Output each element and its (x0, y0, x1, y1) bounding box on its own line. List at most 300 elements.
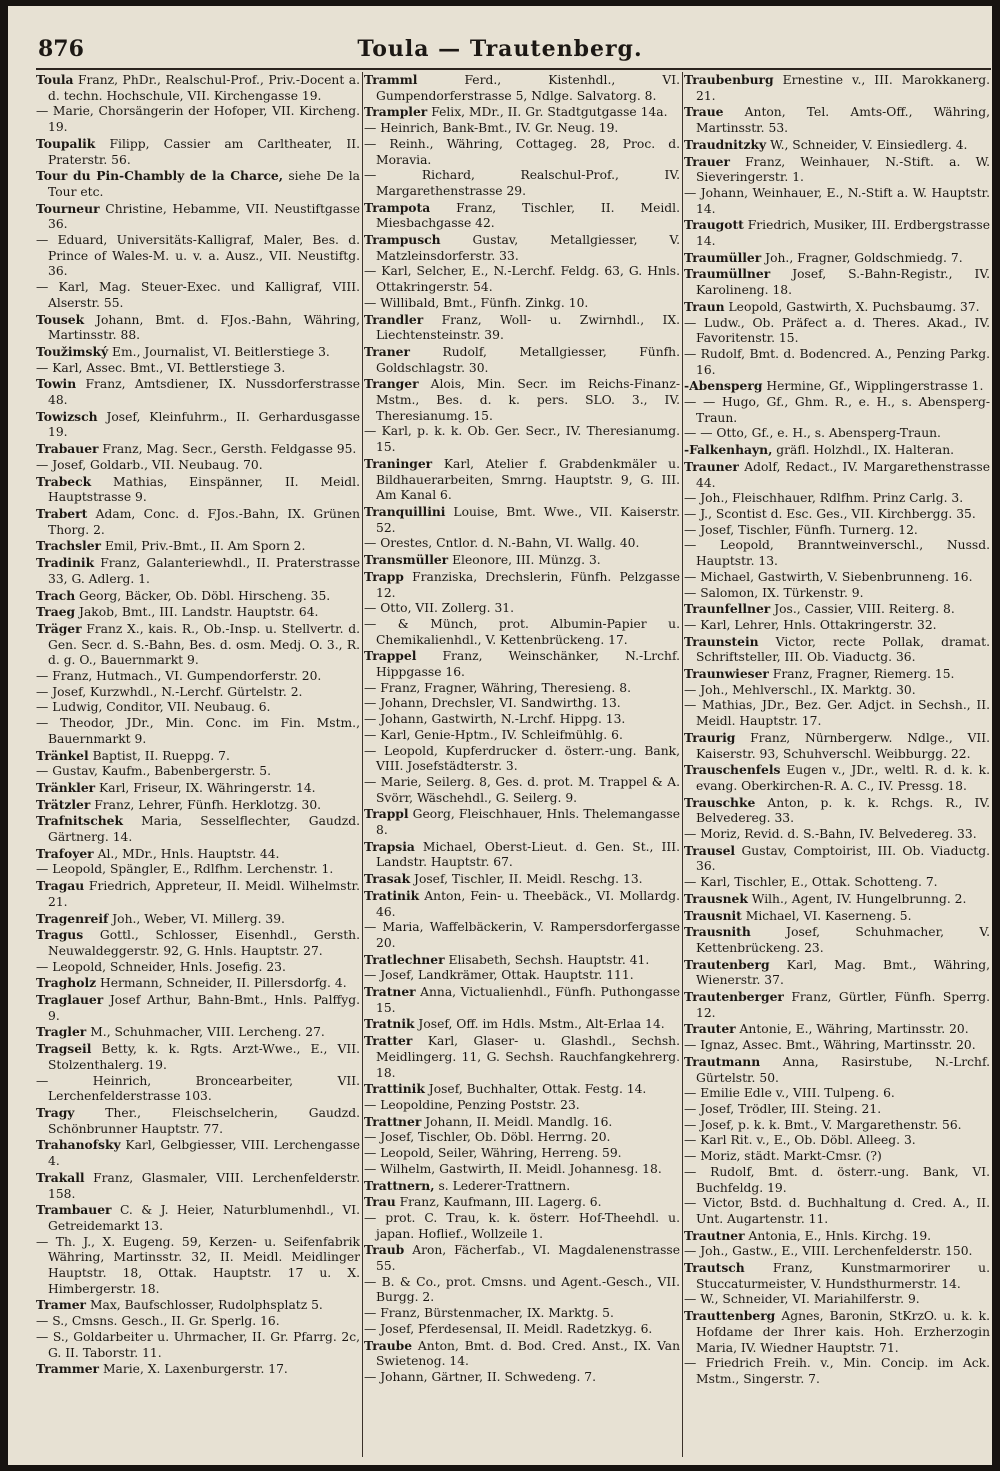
entry-details: Antonie, E., Währing, Martinsstr. 20. (735, 1022, 969, 1037)
directory-entry (364, 1016, 680, 1033)
entry-details: siehe De la Tour etc. (48, 169, 360, 199)
directory-entry (364, 1178, 680, 1195)
directory-entry (364, 1211, 680, 1242)
directory-entry (684, 459, 990, 491)
directory-entry (684, 730, 990, 762)
directory-entry (684, 795, 990, 827)
column-1 (36, 72, 360, 1457)
entry-surname: Toula (36, 72, 74, 87)
entry-details: — — Hugo, Gf., Ghm. R., e. H., s. Abensperg-Traun. (684, 395, 990, 425)
directory-entry (36, 780, 360, 797)
entry-surname: Tramml (364, 72, 418, 87)
directory-entry (364, 1306, 680, 1322)
entry-details: — Johann, Weinhauer, E., N.-Stift a. W. Hauptstr. 14. (684, 185, 990, 216)
entry-surname: Trabauer (36, 441, 99, 457)
entry-details: — Eduard, Universitäts-Kalligraf, Maler, Bes. d. Prince of Wales-M. u. v. a. Ausz., VII. Neustiftg. 36. (36, 233, 360, 279)
entry-details: — Orestes, Cntlor. d. N.-Bahn, VI. Wallg. 40. (364, 536, 640, 551)
entry-details: Franz, Gürtler, Fünfh. Sperrg. 12. (696, 990, 990, 1020)
entry-details: — Heinrich, Bank-Bmt., IV. Gr. Neug. 19. (364, 121, 619, 136)
entry-details: Josef, Tischler, II. Meidl. Reschg. 13. (410, 872, 643, 887)
entry-details: Hermann, Schneider, II. Pillersdorfg. 4. (96, 976, 347, 991)
entry-details: — Gustav, Kaufm., Babenbergerstr. 5. (36, 764, 272, 779)
entry-surname: Traudnitzky (684, 136, 767, 152)
entry-details: Wilh., Agent, IV. Hungelbrunng. 2. (747, 891, 967, 906)
directory-entry (684, 666, 990, 683)
entry-details: Anton, Tel. Amts-Off., Währing, Martinsstr. 53. (696, 105, 990, 136)
entry-details: — Moriz, Revid. d. S.-Bahn, IV. Belvedereg. 33. (684, 827, 977, 842)
entry-details: — Franz, Hutmach., VI. Gumpendorferstr. 20. (36, 669, 322, 684)
entry-details: — Theodor, JDr., Min. Conc. im Fin. Mstm., Bauernmarkt 9. (36, 716, 360, 746)
entry-details: Elisabeth, Sechsh. Hauptstr. 41. (444, 952, 650, 967)
directory-entry (36, 992, 360, 1024)
entry-surname: Traumüller (684, 249, 762, 265)
directory-entry (36, 280, 360, 311)
entry-details: Franz X., kais. R., Ob.-Insp. u. Stellvertr. d. Gen. Secr. d. S.-Bahn, Bes. d. osm. Medj. O. 3., R. d. g. O., Bauernmarkt 9. (48, 621, 360, 668)
entry-details: Anna, Rasirstube, N.-Lrchf. Gürtelstr. 50. (696, 1054, 990, 1085)
entry-surname: Transmüller (364, 552, 449, 568)
entry-details: Karl, Glaser- u. Glashdl., Sechsh. Meidlingerg. 11, G. Sechsh. Rauchfangkehrerg. 18. (376, 1034, 680, 1080)
entry-details: — Richard, Realschul-Prof., IV. Margarethenstrasse 29. (364, 168, 680, 198)
entry-surname: Trausnit (684, 907, 742, 923)
directory-entry (36, 1314, 360, 1330)
entry-details: — Johann, Drechsler, VI. Sandwirthg. 13. (364, 696, 621, 711)
entry-details: Josef Arthur, Bahn-Bmt., Hnls. Palffyg. 9. (48, 993, 360, 1023)
entry-surname: Tradinik (36, 555, 95, 571)
entry-surname: -Abensperg (684, 378, 763, 394)
directory-entry (364, 601, 680, 617)
directory-entry (684, 957, 990, 989)
directory-entry (364, 712, 680, 728)
directory-entry (364, 72, 680, 104)
entry-details: — — Otto, Gf., e. H., s. Abensperg-Traun. (684, 426, 941, 441)
entry-details: — Heinrich, Broncearbeiter, VII. Lerchenfelderstrasse 103. (36, 1073, 360, 1104)
entry-surname: Trätzler (36, 796, 91, 812)
entry-details: Friedrich, Appreteur, II. Meidl. Wilhelmstr. 21. (48, 879, 360, 909)
directory-entry (36, 685, 360, 701)
entry-details: Franz, Fragner, Riemerg. 15. (768, 667, 955, 682)
directory-entry (364, 137, 680, 168)
entry-details: — Josef, Tischler, Fünfh. Turnerg. 12. (684, 522, 918, 537)
entry-details: Franz, Galanteriewhdl., II. Praterstrasse 33, G. Adlerg. 1. (48, 556, 360, 586)
directory-entry (36, 506, 360, 538)
directory-entry (364, 264, 680, 295)
directory-entry (684, 137, 990, 154)
entry-details: Karl, Gelbgiesser, VIII. Lerchengasse 4. (48, 1138, 360, 1169)
entry-surname: Trampusch (364, 232, 441, 248)
entry-details: Victor, recte Pollak, dramat. Schriftsteller, III. Ob. Viaductg. 36. (696, 634, 990, 665)
directory-entry (684, 1244, 990, 1260)
directory-entry (36, 911, 360, 928)
entry-details: — Karl, Genie-Hptm., IV. Schleifmühlg. 6. (364, 727, 623, 742)
entry-details: Franz, Mag. Secr., Gersth. Feldgasse 95. (98, 442, 357, 457)
entry-details: — prot. C. Trau, k. k. österr. Hof-Theehdl. u. japan. Hoflief., Wollzeile 1. (364, 1210, 680, 1241)
entry-surname: Trahanofsky (36, 1137, 121, 1153)
directory-entry (684, 1292, 990, 1308)
entry-details: Josef, S.-Bahn-Registr., IV. Karolineng. 18. (696, 267, 990, 298)
directory-entry (684, 154, 990, 186)
entry-details: Marie, X. Laxenburgerstr. 17. (99, 1362, 288, 1377)
column-2 (364, 72, 680, 1457)
directory-entry (36, 361, 360, 377)
column-3 (684, 72, 990, 1457)
directory-entry (36, 458, 360, 474)
directory-entry (684, 1149, 990, 1165)
entry-details: Gottl., Schlosser, Eisenhdl., Gersth. Neuwaldeggerstr. 92, G. Hnls. Hauptstr. 27. (48, 928, 360, 958)
entry-surname: Trapsia (364, 838, 415, 854)
directory-entry (684, 1165, 990, 1196)
entry-surname: Trampota (364, 199, 431, 215)
entry-details: Franziska, Drechslerin, Fünfh. Pelzgasse 12. (376, 569, 680, 600)
entry-details: — Leopold, Kupferdrucker d. österr.-ung. Bank, VIII. Josefstädterstr. 3. (364, 743, 680, 774)
entry-surname: Trautenberger (684, 989, 784, 1005)
entry-details: — Moriz, städt. Markt-Cmsr. (?) (684, 1149, 882, 1164)
directory-entry (364, 728, 680, 744)
entry-details: Franz, Tischler, II. Meidl. Miesbachgasse 42. (376, 200, 680, 231)
page-number: 876 (38, 36, 84, 62)
entry-details: — Joh., Gastw., E., VIII. Lerchenfelderstr. 150. (684, 1244, 973, 1259)
entry-surname: Trakall (36, 1169, 85, 1185)
entry-details: Franz, Nürnbergerw. Ndlge., VII. Kaiserstr. 93, Schuhverschl. Weibburgg. 22. (696, 730, 990, 761)
column-divider (362, 72, 363, 1457)
entry-details: — Leopoldine, Penzing Poststr. 23. (364, 1098, 580, 1112)
entry-details: — Marie, Seilerg. 8, Ges. d. prot. M. Trappel & A. Svörr, Wäschehdl., G. Seilerg. 9. (364, 774, 680, 805)
directory-entry (684, 1021, 990, 1038)
directory-entry (36, 474, 360, 506)
directory-entry (364, 1130, 680, 1146)
entry-surname: Toužimský (36, 343, 109, 359)
directory-entry (36, 1202, 360, 1234)
directory-entry (364, 1370, 680, 1386)
directory-entry (364, 1322, 680, 1338)
directory-entry (364, 617, 680, 648)
directory-entry (684, 1102, 990, 1118)
directory-entry (684, 186, 990, 217)
directory-entry (684, 586, 990, 602)
entry-details: — Johann, Gärtner, II. Schwedeng. 7. (364, 1369, 597, 1384)
directory-entry (684, 989, 990, 1021)
entry-details: Franz, Lehrer, Fünfh. Herklotzg. 30. (90, 797, 322, 812)
directory-entry (684, 250, 990, 267)
entry-details: — Karl, Lehrer, Hnls. Ottakringerstr. 32. (684, 617, 937, 632)
entry-details: Franz, Weinhauer, N.-Stift. a. W. Sieveringerstr. 1. (696, 154, 990, 185)
entry-surname: Traeg (36, 604, 76, 620)
entry-details: Johann, II. Meidl. Mandlg. 16. (421, 1114, 613, 1129)
entry-details: Michael, VI. Kaserneng. 5. (741, 908, 912, 923)
entry-details: — Emilie Edle v., VIII. Tulpeng. 6. (684, 1086, 895, 1101)
entry-surname: Trappl (364, 806, 409, 822)
entry-details: — Salomon, IX. Türkenstr. 9. (684, 585, 864, 600)
entry-surname: Tragy (36, 1105, 75, 1120)
directory-entry (36, 1235, 360, 1298)
entry-details: Baptist, II. Rueppg. 7. (88, 748, 230, 763)
entry-surname: Tranquillini (364, 503, 446, 519)
entry-surname: Trautner (684, 1227, 745, 1243)
entry-surname: Traue (684, 104, 724, 120)
entry-surname: -Falkenhayn, (684, 442, 773, 458)
entry-details: — S., Goldarbeiter u. Uhrmacher, II. Gr. Pfarrg. 2c, G. II. Taborstr. 11. (36, 1329, 360, 1360)
entry-surname: Tragler (36, 1024, 87, 1040)
entry-details: Emil, Priv.-Bmt., II. Am Sporn 2. (101, 539, 306, 554)
entry-details: — Rudolf, Bmt. d. österr.-ung. Bank, VI. Buchfeldg. 19. (684, 1164, 990, 1195)
directory-entry (364, 569, 680, 601)
entry-details: — Johann, Gastwirth, N.-Lrchf. Hippg. 13. (364, 712, 626, 727)
entry-details: — B. & Co., prot. Cmsns. und Agent.-Gesch., VII. Burgg. 2. (364, 1274, 680, 1305)
directory-entry (36, 168, 360, 200)
entry-details: Gustav, Metallgiesser, V. Matzleinsdorferstr. 33. (376, 233, 680, 263)
directory-entry (36, 555, 360, 587)
directory-entry (36, 1041, 360, 1073)
entry-surname: Tratter (364, 1033, 413, 1049)
entry-surname: Tratinik (364, 887, 420, 903)
directory-entry (364, 871, 680, 888)
entry-details: — W., Schneider, VI. Mariahilferstr. 9. (684, 1292, 920, 1307)
entry-details: Josef, Schuhmacher, V. Kettenbrückeng. 23. (696, 925, 990, 955)
header-rule (36, 68, 991, 70)
entry-surname: Tramer (36, 1297, 87, 1313)
entry-details: — Otto, VII. Zollerg. 31. (364, 601, 515, 616)
entry-details: Leopold, Gastwirth, X. Puchsbaumg. 37. (724, 299, 980, 314)
directory-entry (364, 1098, 680, 1114)
entry-details: Franz, Weinschänker, N.-Lrchf. Hippgasse 16. (376, 649, 680, 680)
entry-surname: Traninger (364, 455, 433, 471)
entry-surname: Trauschke (684, 794, 756, 810)
entry-details: Adolf, Redact., IV. Margarethenstrasse 44. (696, 459, 990, 490)
directory-entry (36, 700, 360, 716)
entry-details: Franz, Glasmaler, VIII. Lerchenfelderstr. 158. (48, 1170, 360, 1201)
entry-details: — & Münch, prot. Albumin-Papier u. Chemikalienhdl., V. Kettenbrückeng. 17. (364, 616, 680, 647)
directory-entry (684, 1260, 990, 1292)
directory-entry (36, 797, 360, 814)
directory-entry (36, 764, 360, 780)
entry-surname: Trausel (684, 842, 736, 858)
directory-entry (684, 698, 990, 729)
entry-surname: Trambauer (36, 1202, 112, 1218)
directory-page (8, 6, 992, 1465)
entry-details: Franz, Kunstmarmorirer u. Stuccaturmeister, V. Hundsthurmerstr. 14. (696, 1261, 990, 1291)
entry-details: Anton, Bmt. d. Bod. Cred. Anst., IX. Van Swietenog. 14. (376, 1338, 680, 1369)
entry-details: — Josef, Goldarb., VII. Neubaug. 70. (36, 457, 263, 472)
directory-entry (36, 72, 360, 104)
entry-details: — Th. J., X. Eugeng. 59, Kerzen- u. Seifenfabrik Währing, Martinsstr. 32, II. Meidl. Meidlinger Hauptstr. 18, Ottak. Hauptstr. 17 u. X. Himbergerstr. 18. (36, 1234, 360, 1296)
entry-surname: Trauschenfels (684, 762, 781, 778)
entry-details: Christine, Hebamme, VII. Neustiftgasse 36. (48, 201, 360, 232)
directory-entry (36, 312, 360, 344)
entry-surname: Tragseil (36, 1041, 92, 1057)
directory-entry (684, 72, 990, 104)
entry-surname: Trapp (364, 568, 404, 584)
entry-details: — Ignaz, Assec. Bmt., Währing, Martinsstr. 20. (684, 1038, 976, 1053)
entry-surname: Tränkel (36, 747, 89, 763)
column-divider (682, 72, 683, 1457)
entry-details: — Joh., Fleischhauer, Rdlfhm. Prinz Carlg. 3. (684, 491, 964, 506)
entry-surname: Trattinik (364, 1081, 425, 1097)
entry-details: Georg, Bäcker, Ob. Döbl. Hirscheng. 35. (75, 588, 331, 603)
entry-surname: Tratner (364, 984, 416, 1000)
entry-details: — Ludw., Ob. Präfect a. d. Theres. Akad., IV. Favoritenstr. 15. (684, 315, 990, 346)
directory-entry (36, 669, 360, 685)
entry-details: — Josef, Tischler, Ob. Döbl. Herrng. 20. (364, 1130, 611, 1145)
directory-entry (684, 1133, 990, 1149)
entry-details: Ther., Fleischselcherin, Gaudzd. Schönbrunner Hauptstr. 77. (48, 1106, 360, 1136)
directory-entry (36, 1330, 360, 1361)
entry-surname: Tragholz (36, 975, 97, 991)
entry-details: s. Lederer-Trattnern. (434, 1178, 571, 1193)
entry-details: — Karl Rit. v., E., Ob. Döbl. Alleeg. 3. (684, 1133, 916, 1148)
directory-entry (684, 104, 990, 136)
directory-entry (684, 1054, 990, 1086)
entry-surname: Tränkler (36, 779, 96, 795)
directory-entry (36, 1024, 360, 1041)
entry-surname: Traugott (684, 217, 744, 233)
directory-entry (684, 523, 990, 539)
directory-entry (36, 604, 360, 621)
entry-surname: Traunstein (684, 633, 759, 649)
directory-entry (36, 201, 360, 233)
entry-details: Franz, Woll- u. Zwirnhdl., IX. Liechtensteinstr. 39. (376, 312, 680, 343)
entry-details: — Leopold, Branntweinverschl., Nussd. Hauptstr. 13. (684, 538, 990, 569)
entry-details: — Josef, Landkrämer, Ottak. Hauptstr. 111. (364, 968, 634, 983)
directory-entry (36, 862, 360, 878)
directory-entry (364, 984, 680, 1016)
entry-details: Eugen v., JDr., weltl. R. d. k. k. evang. Oberkirchen-R. A. C., IV. Pressg. 18. (696, 763, 990, 793)
directory-entry (364, 1275, 680, 1306)
directory-entry (684, 266, 990, 298)
directory-entry (364, 536, 680, 552)
entry-details: Anna, Victualienhdl., Fünfh. Puthongasse 15. (376, 985, 680, 1015)
directory-entry (36, 813, 360, 845)
entry-details: — Friedrich Freih. v., Min. Concip. im Ack. Mstm., Singerstr. 7. (684, 1356, 990, 1386)
entry-surname: Traunfellner (684, 601, 771, 617)
directory-entry (36, 1137, 360, 1169)
entry-surname: Towizsch (36, 408, 98, 424)
entry-details: — Josef, Trödler, III. Steing. 21. (684, 1102, 882, 1116)
entry-details: — Karl, Assec. Bmt., VI. Bettlerstiege 3. (36, 360, 286, 375)
entry-details: — Marie, Chorsängerin der Hofoper, VII. Kircheng. 19. (36, 104, 360, 135)
directory-entry (684, 378, 990, 395)
entry-surname: Trabert (36, 505, 88, 521)
entry-details: Jos., Cassier, VIII. Reiterg. 8. (770, 602, 955, 617)
directory-entry (364, 744, 680, 775)
directory-entry (364, 424, 680, 455)
entry-details: Hermine, Gf., Wipplingerstrasse 1. (762, 379, 984, 394)
entry-surname: Trautmann (684, 1053, 761, 1069)
directory-entry (364, 168, 680, 199)
entry-details: Antonia, E., Hnls. Kirchg. 19. (744, 1228, 932, 1243)
directory-entry (684, 924, 990, 956)
entry-surname: Trafoyer (36, 845, 94, 861)
directory-entry (684, 347, 990, 378)
entry-surname: Traumüllner (684, 266, 771, 282)
directory-entry (684, 1228, 990, 1245)
directory-entry (36, 621, 360, 669)
entry-surname: Tratnik (364, 1016, 415, 1032)
entry-details: — Leopold, Spängler, E., Rdlfhm. Lerchenstr. 1. (36, 862, 334, 877)
entry-surname: Trautsch (684, 1260, 745, 1276)
entry-details: Georg, Fleischhauer, Hnls. Thelemangasse 8. (376, 807, 680, 838)
directory-entry (364, 1033, 680, 1081)
entry-surname: Trausnith (684, 924, 751, 940)
directory-entry (364, 888, 680, 920)
entry-details: Joh., Weber, VI. Millerg. 39. (108, 911, 285, 926)
directory-entry (36, 538, 360, 555)
entry-details: Em., Journalist, VI. Beitlerstiege 3. (108, 344, 330, 359)
directory-entry (364, 1114, 680, 1131)
entry-details: — Karl, Selcher, E., N.-Lerchf. Feldg. 63, G. Hnls. Ottakringerstr. 54. (364, 264, 680, 295)
directory-entry (364, 681, 680, 697)
entry-details: Michael, Oberst-Lieut. d. Gen. St., III. Landstr. Hauptstr. 67. (376, 839, 680, 870)
directory-entry (364, 648, 680, 680)
entry-surname: Traun (684, 298, 725, 314)
directory-entry (364, 839, 680, 871)
entry-details: — Leopold, Seiler, Währing, Herreng. 59. (364, 1146, 622, 1161)
directory-entry (364, 200, 680, 232)
entry-details: — Joh., Mehlverschl., IX. Marktg. 30. (684, 682, 916, 697)
directory-entry (684, 1086, 990, 1102)
entry-surname: Tragenreif (36, 910, 109, 926)
directory-entry (684, 601, 990, 618)
directory-entry (364, 696, 680, 712)
entry-details: Josef, Off. im Hdls. Mstm., Alt-Erlaa 14. (414, 1017, 665, 1032)
entry-details: — Ludwig, Conditor, VII. Neubaug. 6. (36, 700, 271, 715)
directory-entry (36, 748, 360, 765)
entry-surname: Trausnek (684, 890, 748, 906)
entry-surname: Tousek (36, 311, 85, 327)
entry-surname: Traner (364, 343, 410, 359)
entry-surname: Trattner (364, 1113, 422, 1129)
entry-details: Alois, Min. Secr. im Reichs-Finanz-Mstm., Bes. d. k. pers. SLO. 3., IV. Theresianumg. 15. (376, 377, 680, 423)
entry-details: Filipp, Cassier am Carltheater, II. Praterstr. 56. (48, 136, 360, 167)
entry-details: Ernestine v., III. Marokkanerg. 21. (696, 73, 990, 103)
entry-surname: Towin (36, 376, 77, 392)
entry-surname: Traubenburg (684, 72, 774, 87)
directory-entry (36, 376, 360, 408)
page-header (8, 36, 992, 70)
entry-details: Josef, Kleinfuhrm., II. Gerhardusgasse 19. (48, 409, 360, 440)
entry-surname: Traub (364, 1242, 405, 1258)
directory-entry (36, 878, 360, 910)
directory-entry (684, 1038, 990, 1054)
entry-details: Max, Baufschlosser, Rudolphsplatz 5. (86, 1298, 323, 1313)
entry-surname: Toupalik (36, 135, 96, 151)
directory-entry (684, 217, 990, 249)
entry-details: Louise, Bmt. Wwe., VII. Kaiserstr. 52. (376, 504, 680, 535)
entry-details: — Karl, p. k. k. Ob. Ger. Secr., IV. Theresianumg. 15. (364, 424, 680, 455)
directory-entry (364, 344, 680, 376)
entry-details: — Willibald, Bmt., Fünfh. Zinkg. 10. (364, 295, 589, 310)
entry-surname: Tour du Pin-Chambly de la Charce, (36, 168, 284, 184)
entry-surname: Trampler (364, 104, 428, 120)
directory-entry (684, 538, 990, 569)
entry-surname: Tranger (364, 376, 419, 392)
directory-entry (364, 296, 680, 312)
directory-entry (364, 806, 680, 838)
entry-details: Karl, Atelier f. Grabdenkmäler u. Bildhauerarbeiten, Smrng. Hauptstr. 9, G. III. Am Kanal 6. (376, 456, 680, 503)
entry-details: — Michael, Gastwirth, V. Siebenbrunneng. 16. (684, 569, 973, 584)
directory-entry (36, 588, 360, 605)
directory-entry (684, 426, 990, 442)
entry-surname: Trauner (684, 458, 739, 474)
entry-details: Josef, Buchhalter, Ottak. Festg. 14. (424, 1082, 647, 1097)
directory-entry (36, 716, 360, 747)
directory-entry (684, 1118, 990, 1134)
directory-entry (364, 775, 680, 806)
entry-details: Franz, PhDr., Realschul-Prof., Priv.-Docent a. d. techn. Hochschule, VII. Kirchengasse 19. (48, 73, 360, 103)
entry-details: Felix, MDr., II. Gr. Stadtgutgasse 14a. (427, 105, 668, 120)
directory-entry (36, 409, 360, 441)
directory-entry (364, 121, 680, 137)
entry-surname: Traunwieser (684, 666, 769, 682)
entry-surname: Tragau (36, 878, 85, 894)
